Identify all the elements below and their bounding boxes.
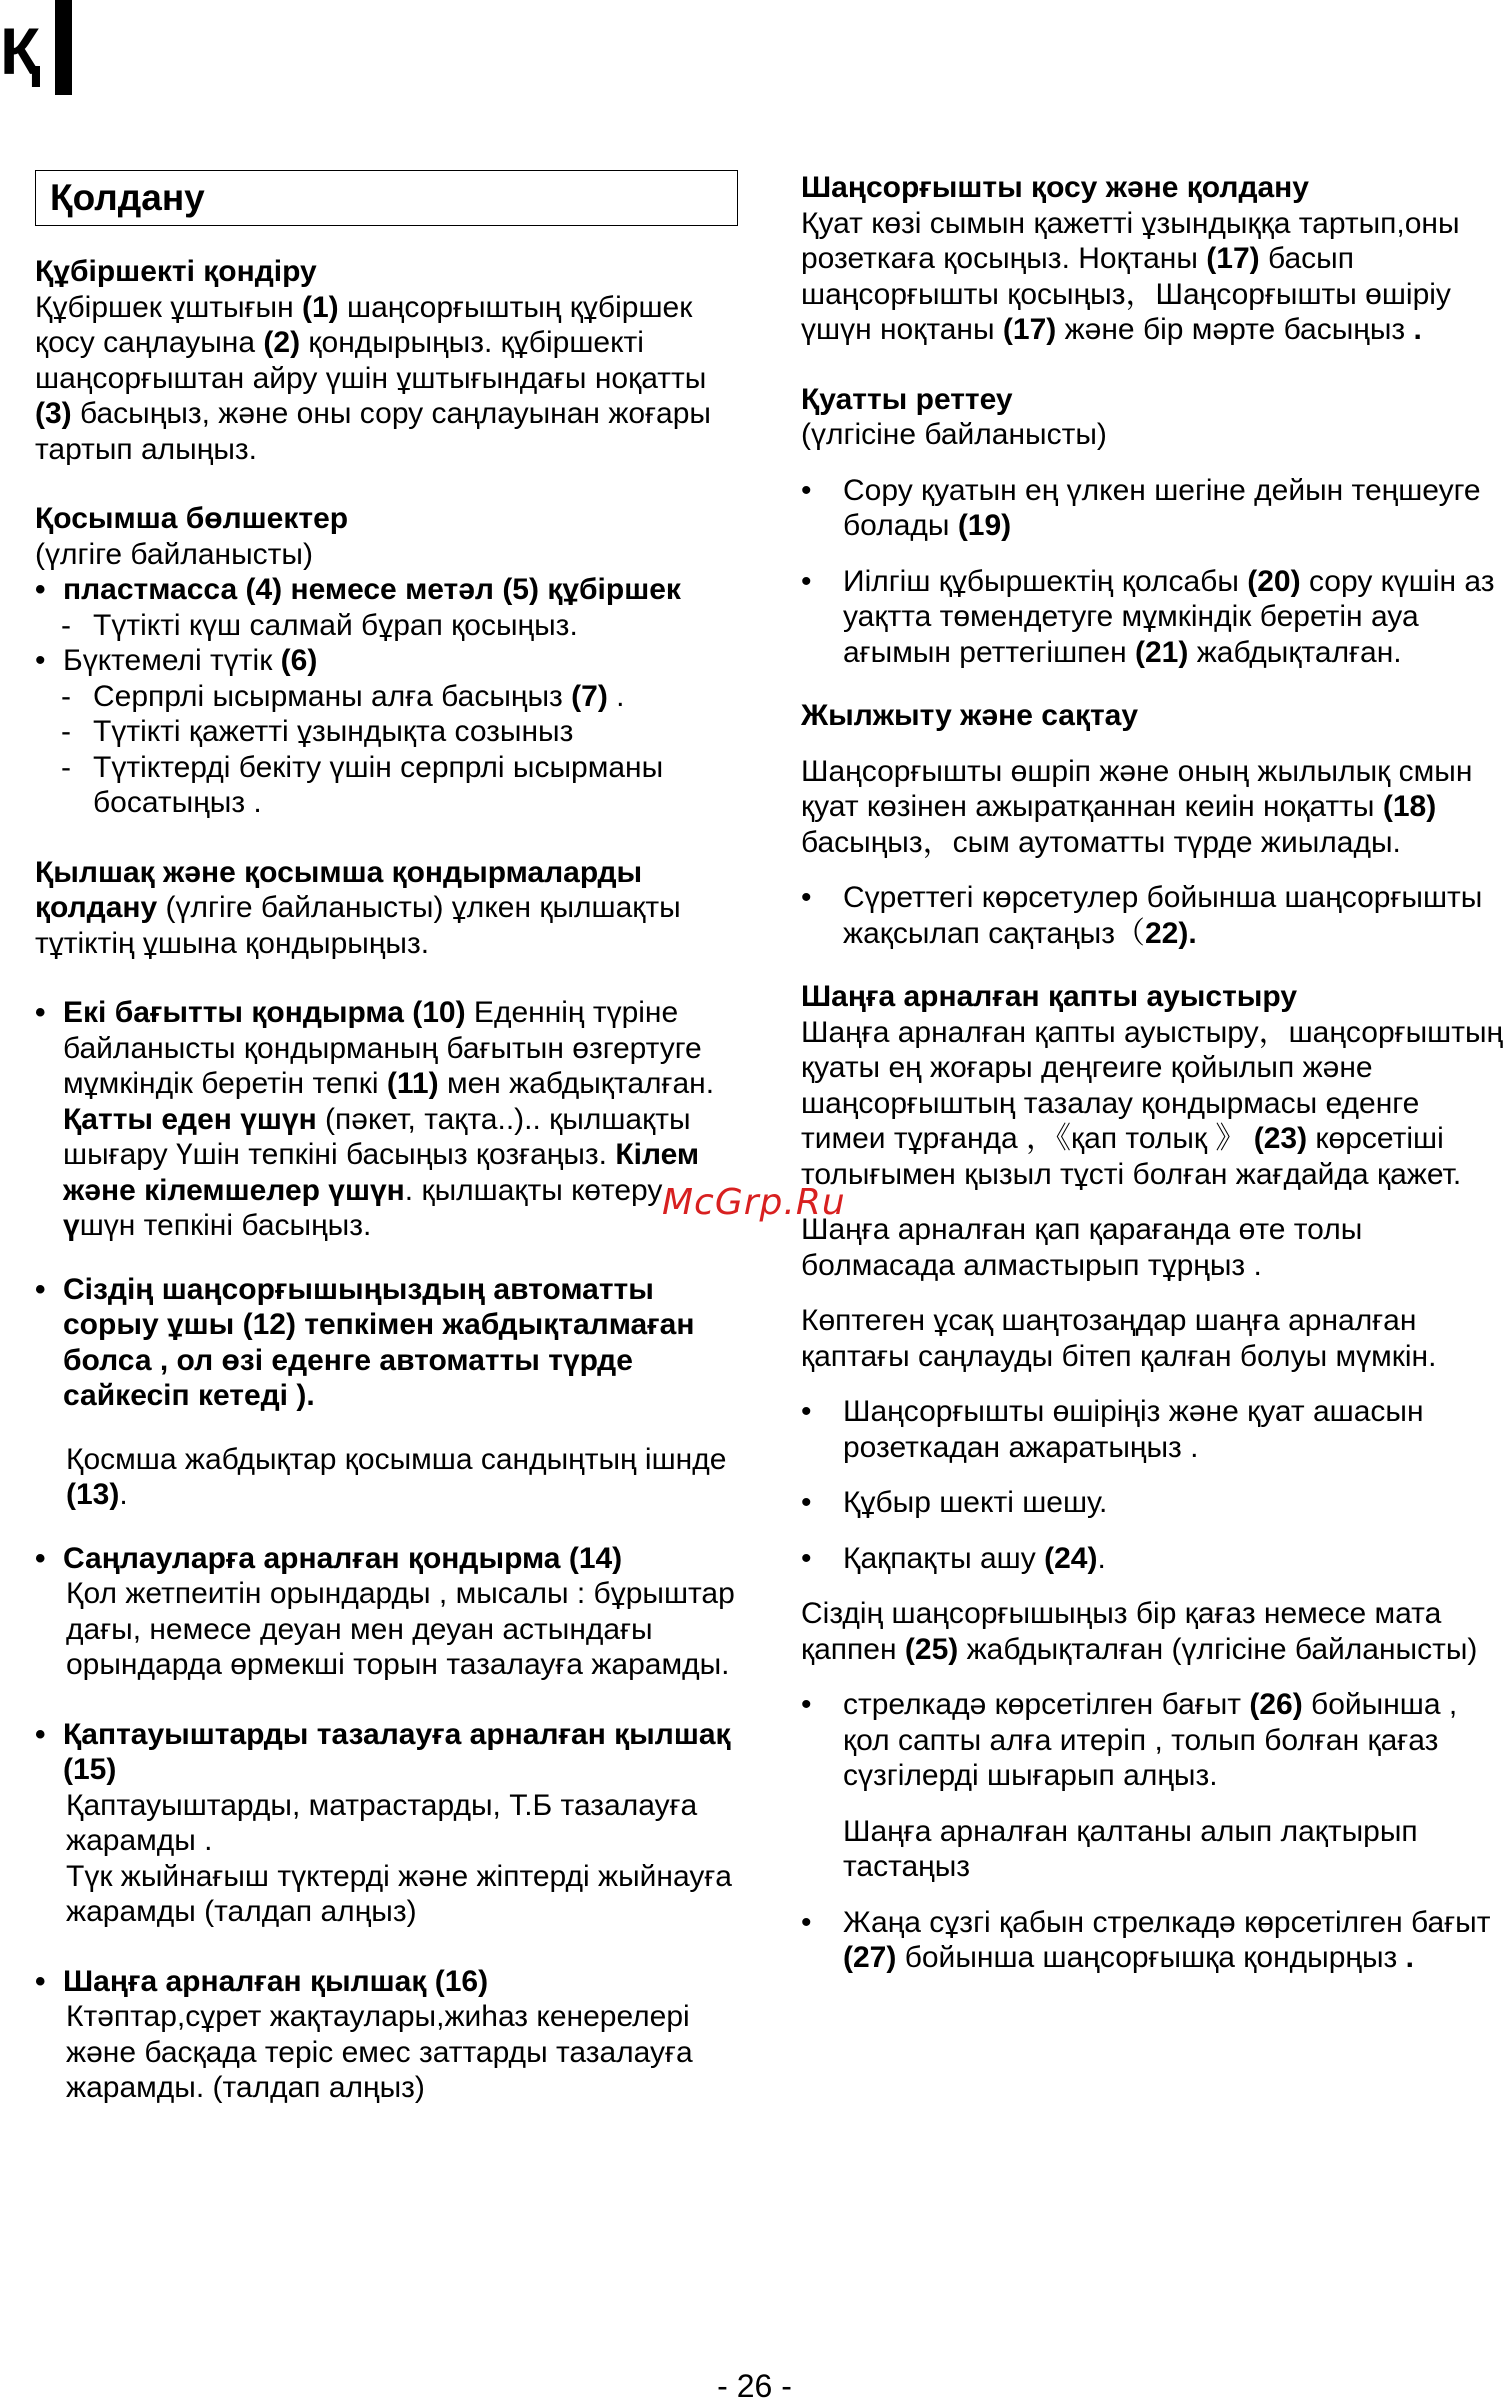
crevice-body: Қол жетпеитін орындарды , мысалы : бұрыштар дағы, немесе деуан мен деуан астындағы орындарда өрмекші торын тазалауға жарамды. xyxy=(66,1577,735,1682)
list-item: • Сүреттегі көрсетулер бойынша шаңсорғышты жақсылап сақтаңыз（22). xyxy=(801,881,1483,950)
list-item: • Сіздің шаңсорғышыңыздың автоматты сорыу ұшы (12) тепкімен жабдықталмаған болса , ол өзі еденге автоматты түрде сайкесіп кетеді ). xyxy=(35,1272,695,1413)
storage-title: Жылжыту және сақтау xyxy=(801,699,1139,732)
dust-brush-body: Ктәптар,сұрет жақтаулары,жиһаз кенерелері және басқада теріс емес заттарды тазалауға жарамды. (талдап алңыз) xyxy=(66,2000,693,2105)
section-title: Қолдану xyxy=(35,170,738,226)
upholstery-body-1: Қаптауыштарды, матрастарды, Т.Б тазалауға жарамды . xyxy=(66,1788,698,1858)
list-item: - Түтіктерді бекіту үшін серпрлі ысырманы босатыңыз . xyxy=(61,750,664,820)
watermark: McGrp.Ru xyxy=(662,1182,846,1223)
upholstery-body-2: Түк жыйнағыш түктерді және жіптерді жыйнауға жарамды (талдап алңыз) xyxy=(66,1859,732,1929)
power-note: (үлгісіне байланысты) xyxy=(801,418,1107,451)
bag-type-body: Сіздің шаңсорғышыңыз бір қағаз немесе мата қаппен (25) жабдықталған (үлгісіне байланысты) xyxy=(801,1597,1478,1666)
list-item: • Шаңға арналған қылшақ (16) xyxy=(35,1964,489,1998)
storage-body: Шаңсорғышты өшріп және оның жылылық смын қуат көзінен ажыратқаннан кеиін ноқатты (18) басыңыз，сым аутоматты түрде жиылады. xyxy=(801,754,1473,859)
list-item: • Екі бағытты қондырма (10) Еденнің түріне байланысты қондырманың бағытын өзгертуге мұмкіндік беретін тепкі (11) мен жабдықталған. Қатты еден үшүн (пәкет, тақта..).. қылшақты шығару Үшін тепкіні басыңыз қозғаңыз. Кілем және кілемшелер үшүн. қылшақты көтеру үшүн тепкіні басыңыз. xyxy=(35,996,715,1243)
bag-paragraph-3: Көптеген ұсақ шаңтозаңдар шаңға арналған қаптағы саңлауды бітеп қалған болуы мүмкін. xyxy=(801,1304,1437,1373)
list-item: • стрелкадә көрсетілген бағыт (26) бойынша , қол сапты алға итеріп , толып болған қағаз сүзгілерді шығарып алңыз. xyxy=(801,1688,1458,1792)
list-item: • Қақпақты ашу (24). xyxy=(801,1541,1106,1575)
accessories-title: Қосымша бөлшектер xyxy=(35,502,349,536)
power-title: Қуатты реттеу xyxy=(801,382,1013,416)
list-item: • Құбыр шекті шешу. xyxy=(801,1486,1108,1519)
list-item: • пластмасса (4) немесе метәл (5) құбіршек xyxy=(35,573,681,607)
bag-paragraph-2: Шаңға арналған қап қарағанда өте толы болмасада алмастырып тұрңыз . xyxy=(801,1213,1363,1282)
list-item: • Иілгіш құбыршектің қолсабы (20) сору күшін аз уақтта төмендетуге мұмкіндік беретін ауа ағымын реттегішпен (21) жабдықталған. xyxy=(801,564,1495,669)
switch-on-body: Қуат көзі сымын қажетті ұзындыққа тартып,оны розеткаға қосыңыз. Ноқтаны (17) басып шаңсорғышты қосыңыз，Шаңсорғышты өшіріу үшүн ноқтаны (17) және бір мәрте басыңыз . xyxy=(801,206,1460,346)
list-item: • Бүктемелі түтік (6) xyxy=(35,644,318,678)
list-item: • Жаңа сұзгі қабын стрелкадә көрсетілген бағыт (27) бойынша шаңсорғышқа қондырңыз . xyxy=(801,1905,1491,1974)
list-item: • Сору қуатын ең үлкен шегіне дейын теңшеуге болады (19) xyxy=(801,473,1481,542)
bag-dispose-note: Шаңға арналған қалтаны алып лақтырып тастаңыз xyxy=(843,1814,1418,1883)
list-item: • Саңлауларға арналған қондырма (14) xyxy=(35,1541,623,1575)
hose-body: Құбіршек ұштығын (1) шаңсорғыштың құбіршек қосу саңлауына (2) қондырыңыз. құбіршекті шаңсорғыштан айру үшін ұштығындағы ноқатты (3) басыңыз, және оны сору саңлауынан жоғары тартып алыңыз. xyxy=(35,290,711,466)
list-item: - Түтікті қажетті ұзындықта созыныз xyxy=(61,715,574,749)
list-item: • Шаңсорғышты өшіріңіз және қуат ашасын розеткадан ажаратыңыз . xyxy=(801,1395,1424,1464)
list-item: - Серпрлі ысырманы алға басыңыз (7) . xyxy=(61,679,625,713)
list-item: - Түтікті күш салмай бұрап қосыңыз. xyxy=(61,608,578,642)
brush-paragraph: Қылшақ және қосымша қондырмаларды қолдану (үлгіге байланысты) ұлкен қылшақты тұтіктің ұшына қондырыңыз. xyxy=(35,855,681,960)
language-letter: Қ xyxy=(0,14,39,88)
page-number: - 26 - xyxy=(717,2368,792,2404)
bag-body: Шаңға арналған қапты ауыстыру，шаңсорғыштың қуаты ең жоғары деңгеиге қойылып және шаңсорғыштың тазалау қондырмасы еденге тимеи тұрғанда ，《қап толық 》 (23) көрсетіші толығымен қызыл тұсті болған жағдайда қажет. xyxy=(801,1015,1504,1191)
hose-title: Құбіршекті қондіру xyxy=(35,255,317,289)
bag-title: Шаңға арналған қапты ауыстыру xyxy=(801,980,1298,1013)
switch-on-title: Шаңсорғышты қосу және қолдану xyxy=(801,171,1309,204)
language-bar xyxy=(55,0,72,95)
accessory-box-note: Қосмша жабдықтар қосымша сандыңтың ішнде (13). xyxy=(66,1442,727,1512)
left-column xyxy=(35,170,740,2106)
right-column xyxy=(801,170,1506,1976)
accessories-note: (үлгіге байланысты) xyxy=(35,537,313,571)
list-item: • Қаптауыштарды тазалауға арналған қылшақ (15) xyxy=(35,1717,731,1787)
